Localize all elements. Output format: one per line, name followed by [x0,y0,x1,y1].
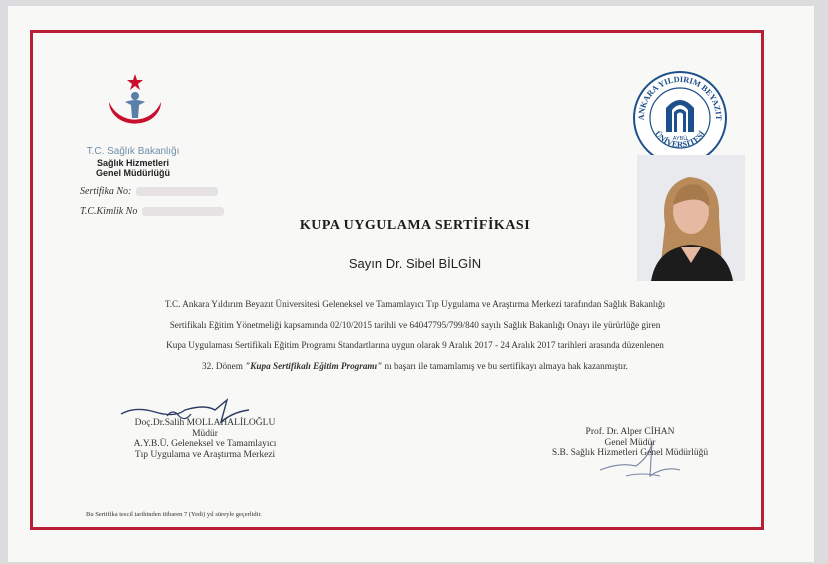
certificate-no-label: Sertifika No: [80,186,132,197]
ministry-line3: Genel Müdürlüğü [96,167,170,178]
seal-text-bottom: ÜNİVERSİTESİ [652,129,708,150]
tc-id-redacted [142,207,224,216]
ministry-logo-icon [95,72,175,147]
left-signatory [80,418,330,460]
body-line-1: T.C. Ankara Yıldırım Beyazıt Üniversitesi Geleneksel ve Tamamlayıcı Tıp Uygulama ve Araştırma Merkezi tarafından Sağlık Bakanlığı [164,299,666,309]
body-line-2: Sertifikalı Eğitim Yönetmeliği kapsamında 02/10/2015 tarihli ve 64047795/799/840 sayılı Sağlık Bakanlığı Onayı ile yürürlüğe giren [169,319,661,330]
ministry-name [68,146,198,178]
body-line-4-prefix: 32. Dönem [202,360,246,371]
seal-text-top: ANKARA YILDIRIM BEYAZIT [636,74,724,121]
left-signatory-name: Doç.Dr.Salih MOLLAHALİLOĞLU [134,418,276,428]
recipient-portrait-icon [637,155,745,281]
right-signatory [520,427,740,459]
right-signatory-org: S.B. Sağlık Hizmetleri Genel Müdürlüğü [551,448,709,458]
recipient-photo [637,155,745,281]
right-signatory-role: Genel Müdür [604,437,656,448]
certificate-body [85,294,745,376]
certificate-title: KUPA UYGULAMA SERTİFİKASI [299,218,531,233]
ministry-line1: T.C. Sağlık Bakanlığı [86,146,180,157]
body-line-4 [85,356,745,377]
seal-abbr: AYBÜ [672,136,688,142]
tc-id-row [80,206,224,217]
certificate-no-row [80,186,218,197]
right-signatory-name: Prof. Dr. Alper CİHAN [585,427,675,437]
body-line-4-suffix: nı başarı ile tamamlamış ve bu sertifikayı almaya hak kazanmıştır. [382,360,628,371]
tc-id-label: T.C.Kimlik No [80,206,138,217]
left-signatory-org-1: A.Y.B.Ü. Geleneksel ve Tamamlayıcı [133,439,277,449]
body-line-3: Kupa Uygulaması Sertifikalı Eğitim Programı Standartlarına uygun olarak 9 Aralık 2017 - 24 Aralık 2017 tarihleri arasında düzenlenen [166,340,664,350]
certificate-no-redacted [136,187,218,196]
left-signatory-role: Müdür [192,428,218,439]
ministry-line2: Sağlık Hizmetleri [96,157,170,168]
recipient-name: Sayın Dr. Sibel BİLGİN [348,256,482,271]
validity-note: Bu Sertifika tescil tarihinden itibaren 7 (Yedi) yıl süreyle geçerlidir. [86,511,262,518]
university-seal-icon [632,70,728,166]
left-signatory-org-2: Tıp Uygulama ve Araştırma Merkezi [134,449,276,460]
program-name: "Kupa Sertifikalı Eğitim Programı" [245,360,383,371]
